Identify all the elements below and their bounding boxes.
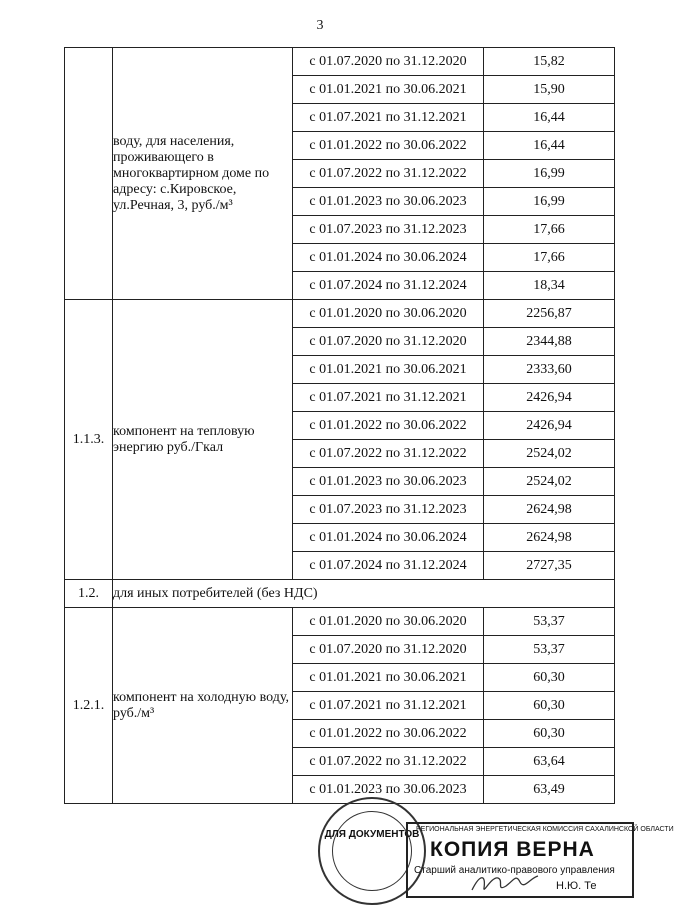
period-cell: с 01.07.2021 по 31.12.2021 <box>293 692 484 720</box>
table-row <box>65 608 615 636</box>
item-description: воду, для населения, проживающего в многоквартирном доме по адресу: с.Кировское, ул.Речная, 3, руб./м³ <box>113 48 293 300</box>
tariff-value-cell: 60,30 <box>484 664 615 692</box>
tariff-value-cell: 2524,02 <box>484 468 615 496</box>
table-row-group-header <box>65 580 615 608</box>
period-cell: с 01.07.2024 по 31.12.2024 <box>293 552 484 580</box>
period-cell: с 01.07.2021 по 31.12.2021 <box>293 384 484 412</box>
item-number: 1.2.1. <box>65 608 113 804</box>
period-cell: с 01.07.2022 по 31.12.2022 <box>293 160 484 188</box>
period-cell: с 01.01.2022 по 30.06.2022 <box>293 132 484 160</box>
tariff-value-cell: 2624,98 <box>484 524 615 552</box>
round-seal-text: ДЛЯ ДОКУМЕНТОВ <box>324 829 420 840</box>
tariff-value-cell: 15,82 <box>484 48 615 76</box>
period-cell: с 01.01.2021 по 30.06.2021 <box>293 356 484 384</box>
period-cell: с 01.01.2022 по 30.06.2022 <box>293 412 484 440</box>
period-cell: с 01.01.2022 по 30.06.2022 <box>293 720 484 748</box>
period-cell: с 01.01.2023 по 30.06.2023 <box>293 188 484 216</box>
item-number <box>65 48 113 300</box>
tariff-value-cell: 63,64 <box>484 748 615 776</box>
tariff-value-cell: 16,99 <box>484 160 615 188</box>
period-cell: с 01.07.2020 по 31.12.2020 <box>293 48 484 76</box>
period-cell: с 01.01.2021 по 30.06.2021 <box>293 664 484 692</box>
certification-position: Старший аналитико-правового управления <box>414 865 615 876</box>
tariff-value-cell: 2344,88 <box>484 328 615 356</box>
tariff-value-cell: 2624,98 <box>484 496 615 524</box>
period-cell: с 01.01.2020 по 30.06.2020 <box>293 300 484 328</box>
item-description: компонент на тепловую энергию руб./Гкал <box>113 300 293 580</box>
tariff-table <box>64 47 615 804</box>
tariff-value-cell: 17,66 <box>484 216 615 244</box>
table-row <box>65 48 615 76</box>
period-cell: с 01.07.2024 по 31.12.2024 <box>293 272 484 300</box>
period-cell: с 01.07.2023 по 31.12.2023 <box>293 496 484 524</box>
tariff-value-cell: 63,49 <box>484 776 615 804</box>
tariff-value-cell: 2727,35 <box>484 552 615 580</box>
period-cell: с 01.07.2020 по 31.12.2020 <box>293 328 484 356</box>
group-description: для иных потребителей (без НДС) <box>113 580 615 608</box>
period-cell: с 01.07.2020 по 31.12.2020 <box>293 636 484 664</box>
tariff-value-cell: 60,30 <box>484 720 615 748</box>
tariff-value-cell: 16,44 <box>484 132 615 160</box>
item-number: 1.1.3. <box>65 300 113 580</box>
tariff-value-cell: 16,44 <box>484 104 615 132</box>
tariff-value-cell: 16,99 <box>484 188 615 216</box>
period-cell: с 01.01.2023 по 30.06.2023 <box>293 776 484 804</box>
tariff-value-cell: 2426,94 <box>484 412 615 440</box>
period-cell: с 01.01.2024 по 30.06.2024 <box>293 244 484 272</box>
tariff-value-cell: 60,30 <box>484 692 615 720</box>
period-cell: с 01.01.2024 по 30.06.2024 <box>293 524 484 552</box>
period-cell: с 01.07.2021 по 31.12.2021 <box>293 104 484 132</box>
period-cell: с 01.01.2023 по 30.06.2023 <box>293 468 484 496</box>
tariff-value-cell: 2524,02 <box>484 440 615 468</box>
item-number: 1.2. <box>65 580 113 608</box>
tariff-value-cell: 53,37 <box>484 636 615 664</box>
round-seal-inner-ring <box>332 811 412 891</box>
tariff-value-cell: 15,90 <box>484 76 615 104</box>
tariff-value-cell: 53,37 <box>484 608 615 636</box>
period-cell: с 01.01.2020 по 30.06.2020 <box>293 608 484 636</box>
table-row <box>65 300 615 328</box>
tariff-value-cell: 2333,60 <box>484 356 615 384</box>
period-cell: с 01.07.2022 по 31.12.2022 <box>293 748 484 776</box>
period-cell: с 01.07.2022 по 31.12.2022 <box>293 440 484 468</box>
signature <box>470 870 540 896</box>
tariff-value-cell: 18,34 <box>484 272 615 300</box>
certification-name: Н.Ю. Те <box>556 880 597 892</box>
tariff-value-cell: 2256,87 <box>484 300 615 328</box>
tariff-value-cell: 2426,94 <box>484 384 615 412</box>
page-number: 3 <box>316 18 324 33</box>
tariff-value-cell: 17,66 <box>484 244 615 272</box>
period-cell: с 01.07.2023 по 31.12.2023 <box>293 216 484 244</box>
period-cell: с 01.01.2021 по 30.06.2021 <box>293 76 484 104</box>
certification-organization: РЕГИОНАЛЬНАЯ ЭНЕРГЕТИЧЕСКАЯ КОМИССИЯ САХАЛИНСКОЙ ОБЛАСТИ <box>416 826 674 833</box>
certification-title: КОПИЯ ВЕРНА <box>430 838 595 861</box>
item-description: компонент на холодную воду, руб./м³ <box>113 608 293 804</box>
